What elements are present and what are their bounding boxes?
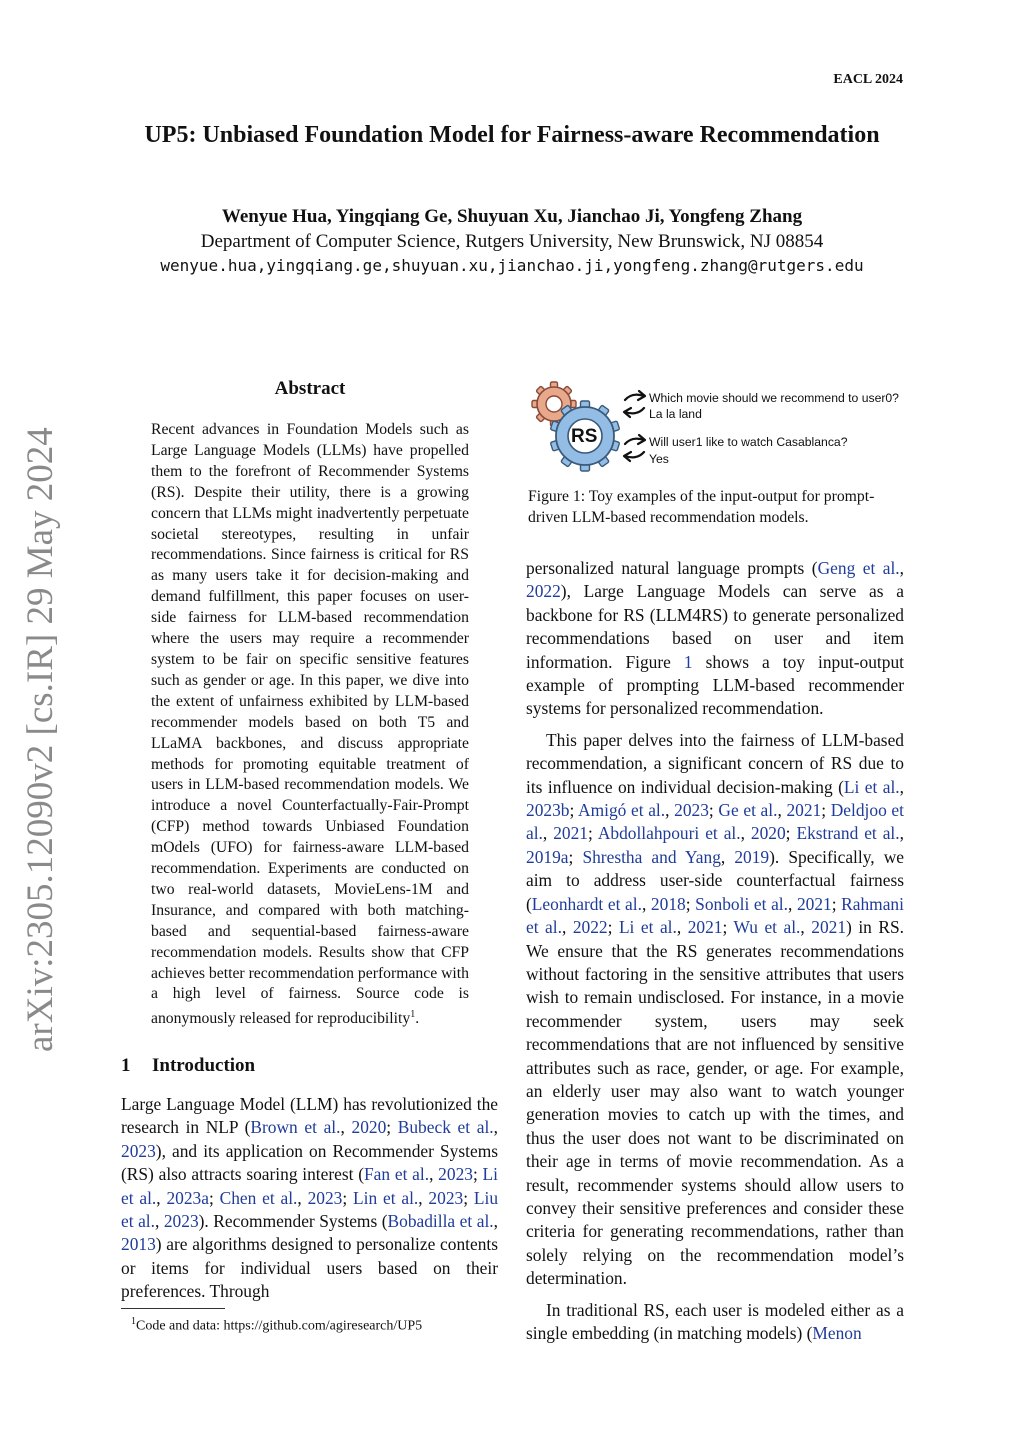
arxiv-identifier: arXiv:2305.12090v2 [cs.IR] 29 May 2024 — [20, 427, 61, 1052]
citation-link[interactable]: Leonhardt et al. — [531, 893, 642, 914]
figure-1-caption: Figure 1: Toy examples of the input-output for prompt-driven LLM-based recommendation models. — [528, 488, 875, 526]
citation-link[interactable]: Liu et al. — [121, 1187, 499, 1232]
figure-question-2: Will user1 like to watch Casablanca? — [649, 435, 848, 449]
citation-link[interactable]: 2019a — [526, 846, 569, 867]
footnote-divider — [121, 1308, 225, 1309]
small-gear-hub — [546, 396, 562, 412]
venue-label: EACL 2024 — [833, 72, 903, 87]
citation-link[interactable]: 2021 — [796, 893, 832, 914]
citation-link[interactable]: 2023a — [166, 1187, 209, 1208]
citation-link[interactable]: Geng et al. — [817, 558, 900, 578]
author-emails: wenyue.hua,yingqiang.ge,shuyuan.xu,jianchao.ji,yongfeng.zhang@rutgers.edu — [160, 256, 864, 275]
right-column-body — [526, 557, 904, 1353]
citation-link[interactable]: Bubeck et al. — [397, 1117, 494, 1138]
paper-title: UP5: Unbiased Foundation Model for Fairness-aware Recommendation — [144, 122, 880, 148]
citation-link[interactable]: 2023 — [163, 1211, 199, 1232]
citation-link[interactable]: Rahmani et al. — [526, 893, 904, 938]
citation-link[interactable]: 2023 — [428, 1187, 464, 1208]
citation-link[interactable]: Ekstrand et al. — [796, 823, 900, 844]
citation-link[interactable]: 2022 — [572, 917, 608, 938]
section-title: Introduction — [152, 1055, 256, 1076]
citation-link[interactable]: Bobadilla et al. — [387, 1211, 494, 1232]
citation-link[interactable]: Li et al. — [843, 776, 900, 797]
citation-link[interactable]: Shrestha and Yang — [582, 846, 721, 867]
citation-link[interactable]: 2023 — [121, 1140, 156, 1161]
abstract-heading: Abstract — [274, 378, 346, 399]
citation-link[interactable]: Ge et al. — [718, 800, 778, 821]
abstract-text: Recent advances in Foundation Models such as Large Language Models (LLMs) have propelled them to the forefront of Recommender Systems (RS). Despite their utility, there is a growing concern that LLMs might inadvertently perpetuate societal stereotypes, resulting in unfair recommendations. Since fairness is critical for RS as many users take it for decision-making and demand fulfillment, this paper focuses on user-side fairness for LLM-based recommendation where the users may require a recommender system to be fair on specific sensitive features such as gender or age. In this paper, we dive into the extent of unfairness exhibited by LLM-based recommender models based on both T5 and LLaMA backbones, and discuss appropriate methods for promoting equitable treatment of users in LLM-based recommendation models. We introduce a novel Counterfactually-Fair-Prompt (CFP) method towards Unbiased Foundation mOdels (UFO) for fairness-aware LLM-based recommendation. Experiments are conducted on two real-world datasets, MovieLens-1M and Insurance, and compared with both matching-based and sequential-based fairness-aware recommendation models. Results show that CFP achieves better recommendation performance with a high level of fairness. Source code is anonymously released for reproducibility — [151, 421, 469, 1028]
intro-paragraph: Large Language Model (LLM) has revolutionized the research in NLP (Brown et al., 2020; Bubeck et al., 2023), and its application on Recommender Systems (RS) also attracts soaring interest (Fan et al., 2023; Li et al., 2023a; Chen et al., 2023; Lin et al., 2023; Liu et al., 2023). Recommender Systems (Bobadilla et al., 2013) are algorithms designed to personalize contents or items for individual users based on their preferences. Through — [121, 1094, 499, 1302]
citation-link[interactable]: Li et al. — [121, 1164, 499, 1208]
citation-link[interactable]: Menon — [812, 1323, 862, 1343]
citation-link[interactable]: 2021 — [553, 823, 588, 844]
citation-link[interactable]: 2021 — [687, 917, 723, 938]
citation-link[interactable]: Sonboli et al. — [695, 893, 788, 914]
author-list: Wenyue Hua, Yingqiang Ge, Shuyuan Xu, Jianchao Ji, Yongfeng Zhang — [221, 206, 803, 227]
citation-link[interactable]: 2020 — [750, 823, 786, 844]
citation-link[interactable]: Deldjoo et al. — [526, 800, 904, 844]
citation-link[interactable]: 2023b — [526, 800, 570, 821]
citation-link[interactable]: 2023 — [307, 1187, 343, 1208]
citation-link[interactable]: 2021 — [811, 917, 847, 938]
citation-link[interactable]: 2013 — [121, 1234, 156, 1255]
citation-link[interactable]: 2022 — [526, 581, 561, 602]
citation-link[interactable]: Brown et al. — [250, 1117, 341, 1138]
citation-link[interactable]: 2019 — [734, 846, 770, 867]
abstract-body — [151, 420, 469, 1031]
citation-link[interactable]: 1 — [683, 651, 693, 672]
citation-link[interactable]: Lin et al. — [353, 1187, 419, 1208]
right-paragraph-1: personalized natural language prompts (Geng et al., 2022), Large Language Models can serve as a backbone for RS (LLM4RS) to generate personalized recommendations based on user and item information. Figure 1 shows a toy input-output example of prompting LLM-based recommender systems for personalized recommendation. — [526, 558, 904, 719]
citation-link[interactable]: Chen et al. — [219, 1187, 298, 1208]
figure-question-1: Which movie should we recommend to user0? — [649, 391, 899, 405]
section-number: 1 — [121, 1055, 131, 1076]
footnote-marker[interactable]: 1 — [410, 1009, 416, 1021]
citation-link[interactable]: Abdollahpouri et al. — [597, 823, 741, 844]
abstract-end: . — [415, 1010, 420, 1028]
citation-link[interactable]: 2021 — [786, 800, 822, 821]
figure-answer-2: Yes — [649, 452, 669, 466]
citation-link[interactable]: 2020 — [351, 1117, 387, 1138]
swap-arrow-icon-2 — [624, 435, 645, 461]
citation-link[interactable]: 2023 — [438, 1164, 473, 1185]
figure-1 — [528, 376, 904, 474]
citation-link[interactable]: Wu et al. — [733, 917, 801, 938]
citation-link[interactable]: Amigó et al. — [578, 800, 666, 821]
figure-answer-1: La la land — [649, 407, 702, 421]
citation-link[interactable]: 2023 — [674, 800, 709, 821]
right-paragraph-3: In traditional RS, each user is modeled either as a single embedding (in matching models) (Menon — [526, 1299, 904, 1343]
right-paragraph-2: This paper delves into the fairness of LLM-based recommendation, a significant concern of RS due to its influence on individual decision-making (Li et al., 2023b; Amigó et al., 2023; Ge et al., 2021; Deldjoo et al., 2021; Abdollahpouri et al., 2020; Ekstrand et al., 2019a; Shrestha and Yang, 2019). Specifically, we aim to address user-side counterfactual fairness (Leonhardt et al., 2018; Sonboli et al., 2021; Rahmani et al., 2022; Li et al., 2021; Wu et al., 2021) in RS. We ensure that the RS generates recommendations without factoring in the sensitive attributes that users wish to remain undisclosed. For instance, in a movie recommender system, users may seek recommendations that are not influenced by sensitive attributes such as race, gender, or age. For example, an elderly user may also want to watch younger generation movies to catch up with the times, and thus the user does not want to be discriminated on their age in terms of movie recommendation. As a result, recommender systems should allow users to convey their sensitive preferences and consider these criteria for generating recommendations, rather than solely relying on the recommendation model’s determination. — [526, 729, 904, 1289]
footnote-text: Code and data: https://github.com/agiresearch/UP5 — [136, 1318, 423, 1334]
footnote — [131, 1313, 511, 1336]
swap-arrow-icon-1 — [624, 391, 645, 417]
citation-link[interactable]: Li et al. — [618, 917, 677, 938]
rs-label: RS — [571, 426, 598, 447]
citation-link[interactable]: Fan et al. — [364, 1164, 430, 1185]
section-heading — [121, 1055, 255, 1077]
footnote-number: 1 — [131, 1316, 136, 1327]
affiliation: Department of Computer Science, Rutgers University, New Brunswick, NJ 08854 — [200, 231, 824, 252]
citation-link[interactable]: 2018 — [650, 893, 686, 914]
